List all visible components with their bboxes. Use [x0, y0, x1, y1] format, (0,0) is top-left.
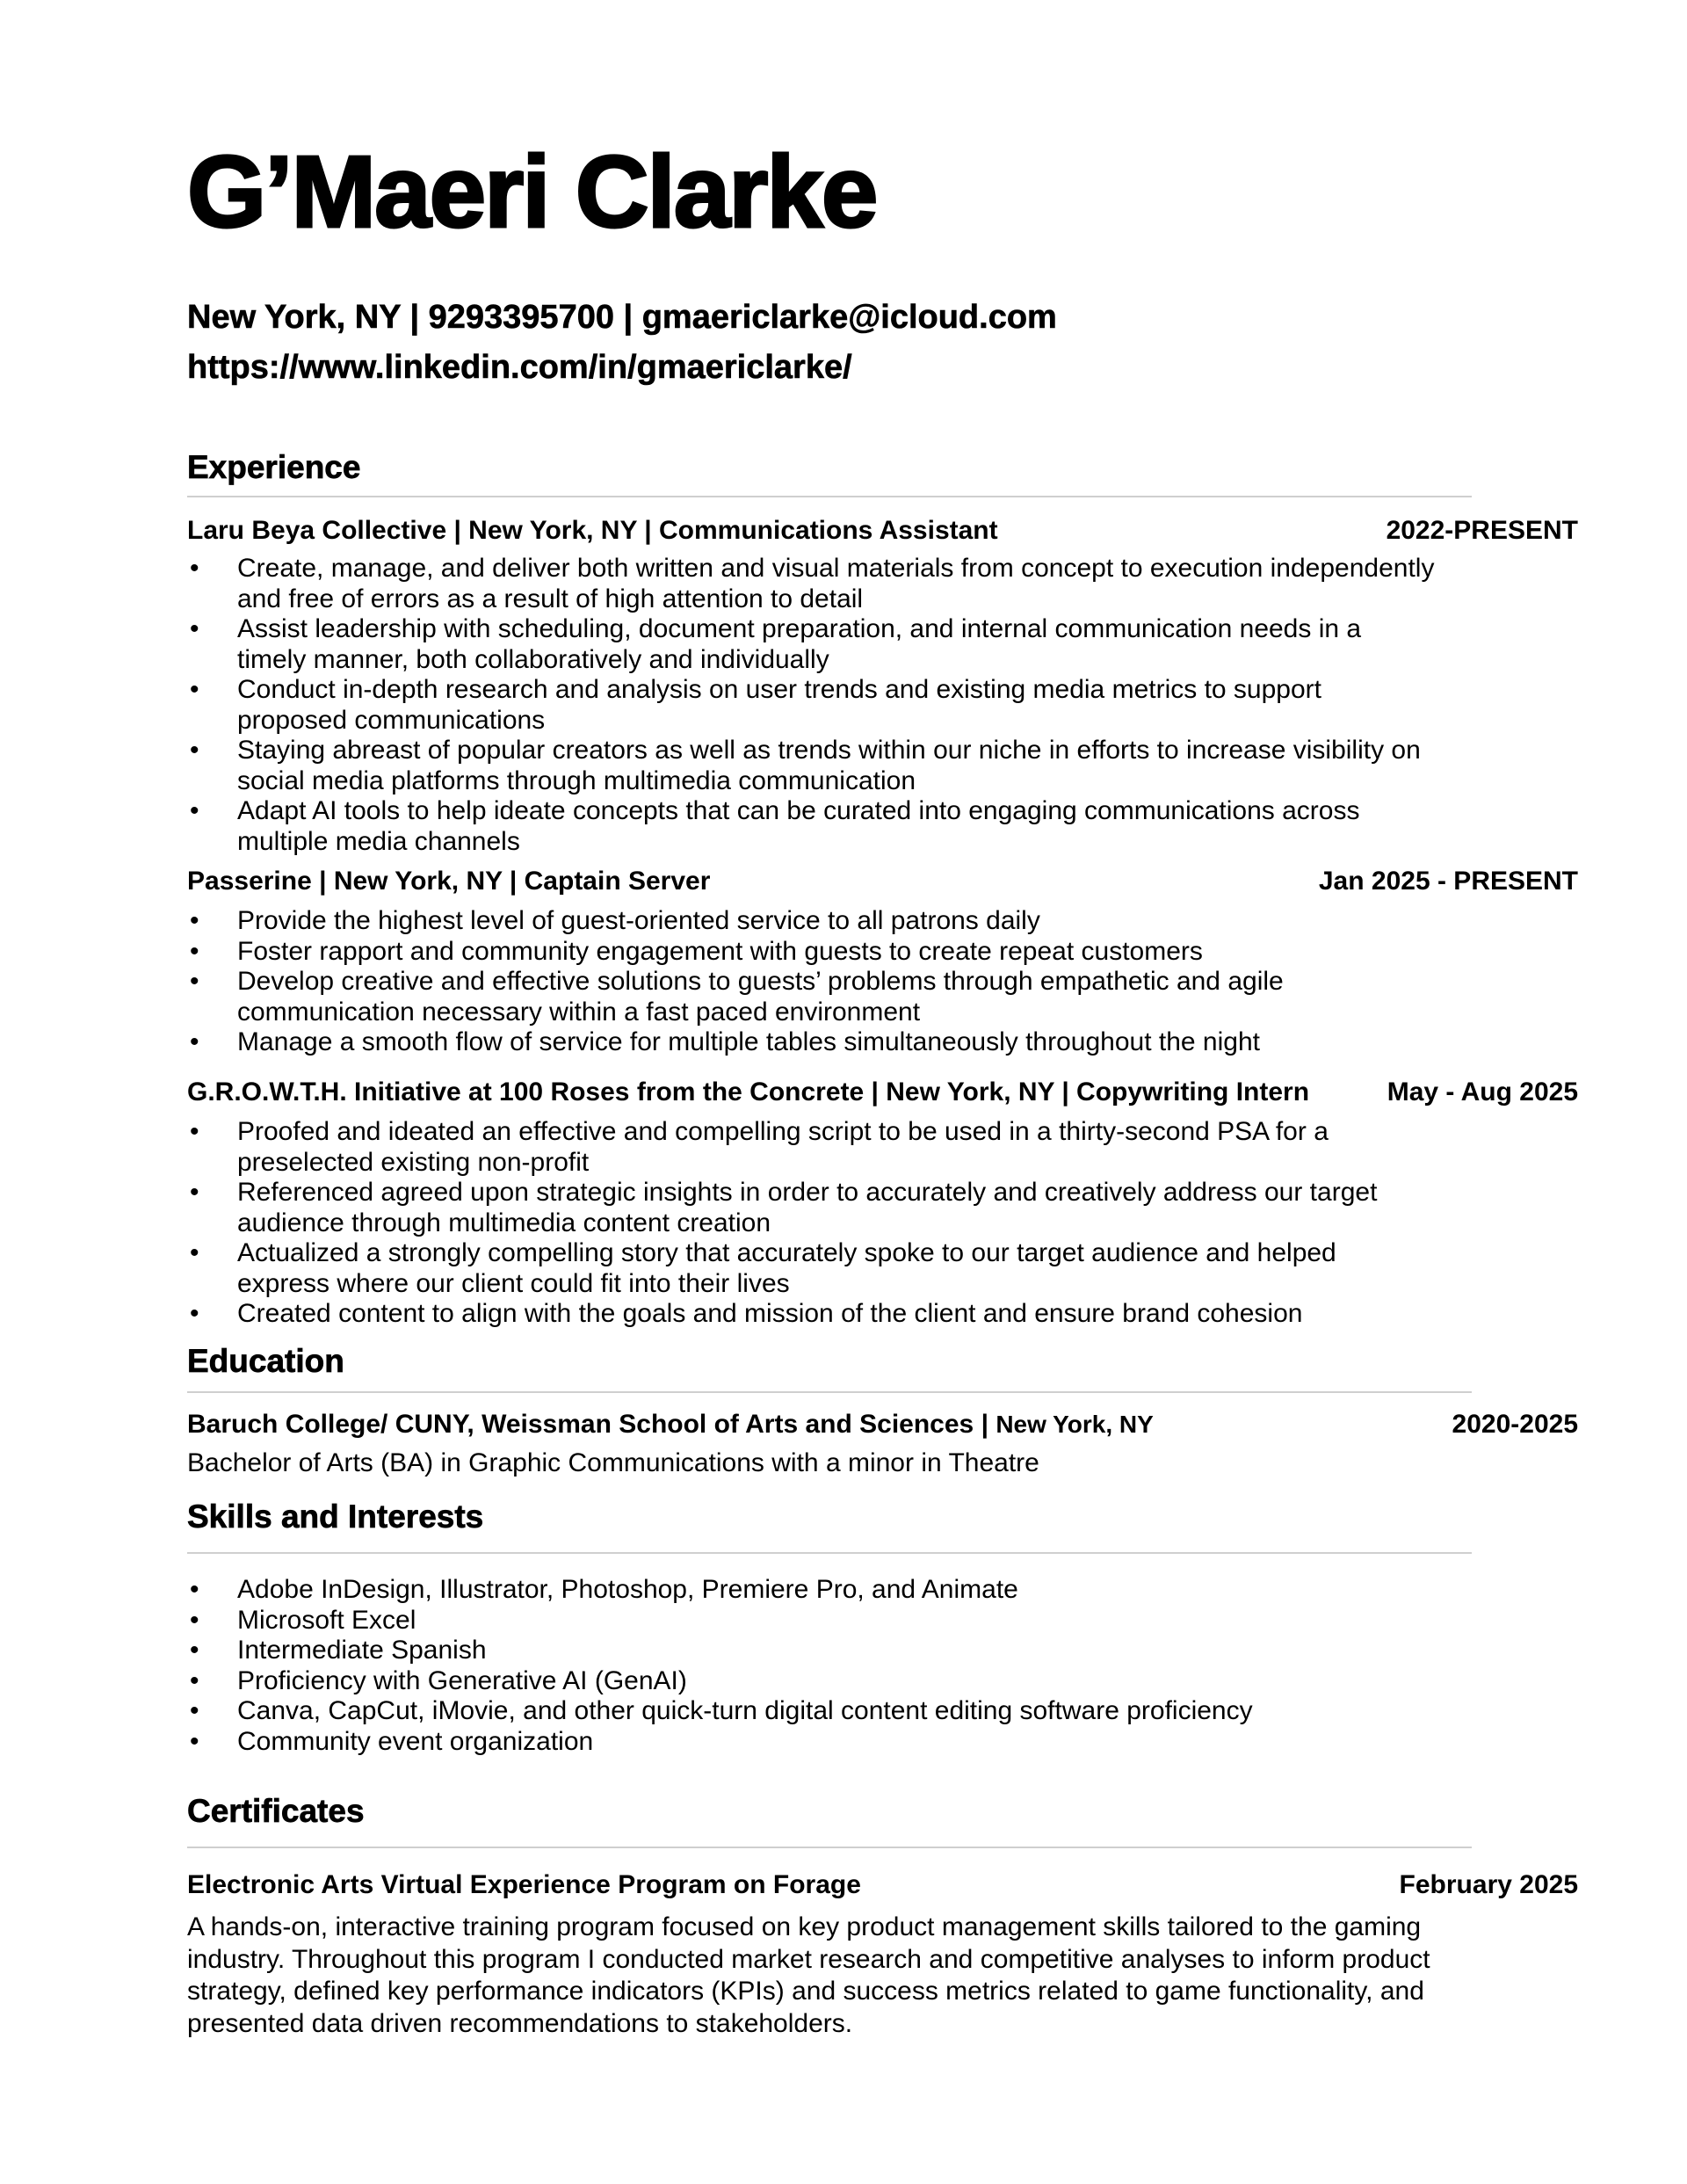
school-line: [187, 1411, 1154, 1438]
education-header: [187, 1411, 1578, 1438]
bullet-text: Conduct in-depth research and analysis on user trends and existing media metrics to support proposed communications: [237, 675, 1321, 735]
bullet-icon: •: [190, 1696, 199, 1725]
list-item: [187, 1117, 1435, 1178]
skill-text: Canva, CapCut, iMovie, and other quick-turn digital content editing software proficiency: [237, 1696, 1253, 1725]
list-item: [187, 1299, 1435, 1330]
section-divider: [187, 1552, 1472, 1554]
list-item: [187, 1606, 1435, 1636]
certificate-header: [187, 1872, 1578, 1898]
bullet-text: Assist leadership with scheduling, document preparation, and internal communication needs in a timely manner, both collaboratively and individually: [237, 614, 1362, 674]
list-item: [187, 1238, 1435, 1299]
bullet-text: Create, manage, and deliver both written and visual materials from concept to execution independently and free of errors as a result of high attention to detail: [237, 554, 1435, 613]
skill-text: Community event organization: [237, 1726, 594, 1756]
list-item: [187, 1727, 1435, 1758]
bullet-text: Adapt AI tools to help ideate concepts that can be curated into engaging communications across multiple media channels: [237, 796, 1360, 856]
bullet-text: Provide the highest level of guest-oriented service to all patrons daily: [237, 906, 1040, 935]
bullet-icon: •: [190, 1027, 199, 1056]
bullet-text: Proofed and ideated an effective and compelling script to be used in a thirty-second PSA for a preselected existing non-profit: [237, 1117, 1329, 1177]
bullet-icon: •: [190, 675, 199, 704]
skills-list: [187, 1575, 1435, 1757]
list-item: [187, 736, 1435, 796]
list-item: [187, 1178, 1435, 1238]
skills-heading: Skills and Interests: [187, 1498, 484, 1535]
bullet-text: Actualized a strongly compelling story that accurately spoke to our target audience and helped express where our client could fit into their lives: [237, 1238, 1336, 1298]
bullet-icon: •: [190, 1665, 199, 1695]
bullet-icon: •: [190, 967, 199, 996]
bullet-text: Manage a smooth flow of service for multiple tables simultaneously throughout the night: [237, 1027, 1260, 1056]
list-item: [187, 1575, 1435, 1606]
bullet-text: Foster rapport and community engagement with guests to create repeat customers: [237, 936, 1203, 966]
certificate-description: A hands-on, interactive training program focused on key product management skills tailored to the gaming industry. Throughout this program I conducted market research and competitive analyses to inform product strategy, defined key performance indicators (KPIs) and success metrics related to game functionality, and presented data driven recommendations to stakeholders.: [187, 1912, 1430, 2038]
skill-text: Intermediate Spanish: [237, 1636, 487, 1665]
job-title: Passerine | New York, NY | Captain Server: [187, 867, 711, 896]
bullet-icon: •: [190, 1178, 199, 1207]
job-header: [187, 1079, 1578, 1106]
job-bullets: [187, 906, 1435, 1058]
job-title: G.R.O.W.T.H. Initiative at 100 Roses from the Concrete | New York, NY | Copywriting Intern: [187, 1077, 1310, 1107]
bullet-text: Develop creative and effective solutions to guests’ problems through empathetic and agile communication necessary within a fast paced environment: [237, 967, 1284, 1027]
list-item: [187, 906, 1435, 937]
candidate-name: G’Maeri Clarke: [187, 134, 877, 249]
list-item: [187, 554, 1435, 614]
bullet-icon: •: [190, 1238, 199, 1267]
job-header: [187, 868, 1578, 895]
bullet-icon: •: [190, 936, 199, 966]
list-item: [187, 937, 1435, 968]
bullet-text: Staying abreast of popular creators as well as trends within our niche in efforts to increase visibility on social media platforms through multimedia communication: [237, 736, 1421, 795]
list-item: [187, 796, 1435, 857]
bullet-icon: •: [190, 1299, 199, 1328]
certificate-title: Electronic Arts Virtual Experience Program on Forage: [187, 1870, 861, 1899]
list-item: [187, 1027, 1435, 1058]
list-item: [187, 614, 1435, 675]
job-bullets: [187, 554, 1435, 857]
bullet-icon: •: [190, 1605, 199, 1635]
bullet-icon: •: [190, 906, 199, 935]
certificate-date: February 2025: [1399, 1870, 1578, 1899]
bullet-text: Created content to align with the goals and mission of the client and ensure brand cohesion: [237, 1299, 1303, 1328]
education-heading: Education: [187, 1343, 344, 1379]
job-dates: 2022-PRESENT: [1386, 516, 1578, 545]
section-divider: [187, 1847, 1472, 1848]
skill-text: Proficiency with Generative AI (GenAI): [237, 1665, 687, 1695]
list-item: [187, 675, 1435, 736]
skill-text: Adobe InDesign, Illustrator, Photoshop, Premiere Pro, and Animate: [237, 1575, 1018, 1604]
bullet-icon: •: [190, 1726, 199, 1756]
bullet-icon: •: [190, 1117, 199, 1146]
degree-text: Bachelor of Arts (BA) in Graphic Communications with a minor in Theatre: [187, 1448, 1039, 1477]
bullet-icon: •: [190, 554, 199, 583]
job-bullets: [187, 1117, 1435, 1330]
experience-heading: Experience: [187, 449, 361, 485]
education-dates: 2020-2025: [1452, 1410, 1578, 1439]
school-name: Baruch College/ CUNY, Weissman School of Arts and Sciences |: [187, 1410, 996, 1439]
bullet-icon: •: [190, 796, 199, 825]
list-item: [187, 1696, 1435, 1727]
bullet-icon: •: [190, 1575, 199, 1604]
job-dates: May - Aug 2025: [1387, 1077, 1578, 1107]
job-dates: Jan 2025 - PRESENT: [1318, 867, 1578, 896]
certificates-heading: Certificates: [187, 1793, 365, 1829]
job-header: [187, 518, 1578, 544]
bullet-icon: •: [190, 614, 199, 643]
skill-text: Microsoft Excel: [237, 1605, 416, 1635]
list-item: [187, 967, 1435, 1027]
list-item: [187, 1666, 1435, 1697]
bullet-icon: •: [190, 736, 199, 765]
section-divider: [187, 1391, 1472, 1393]
section-divider: [187, 496, 1472, 497]
bullet-text: Referenced agreed upon strategic insights in order to accurately and creatively address our target audience through multimedia content creation: [237, 1178, 1378, 1237]
job-title: Laru Beya Collective | New York, NY | Communications Assistant: [187, 516, 998, 545]
school-location: New York, NY: [996, 1411, 1154, 1438]
bullet-icon: •: [190, 1636, 199, 1665]
linkedin-url: https://www.linkedin.com/in/gmaericlarke/: [187, 349, 852, 386]
list-item: [187, 1636, 1435, 1666]
contact-line: New York, NY | 9293395700 | gmaericlarke@icloud.com: [187, 299, 1057, 336]
